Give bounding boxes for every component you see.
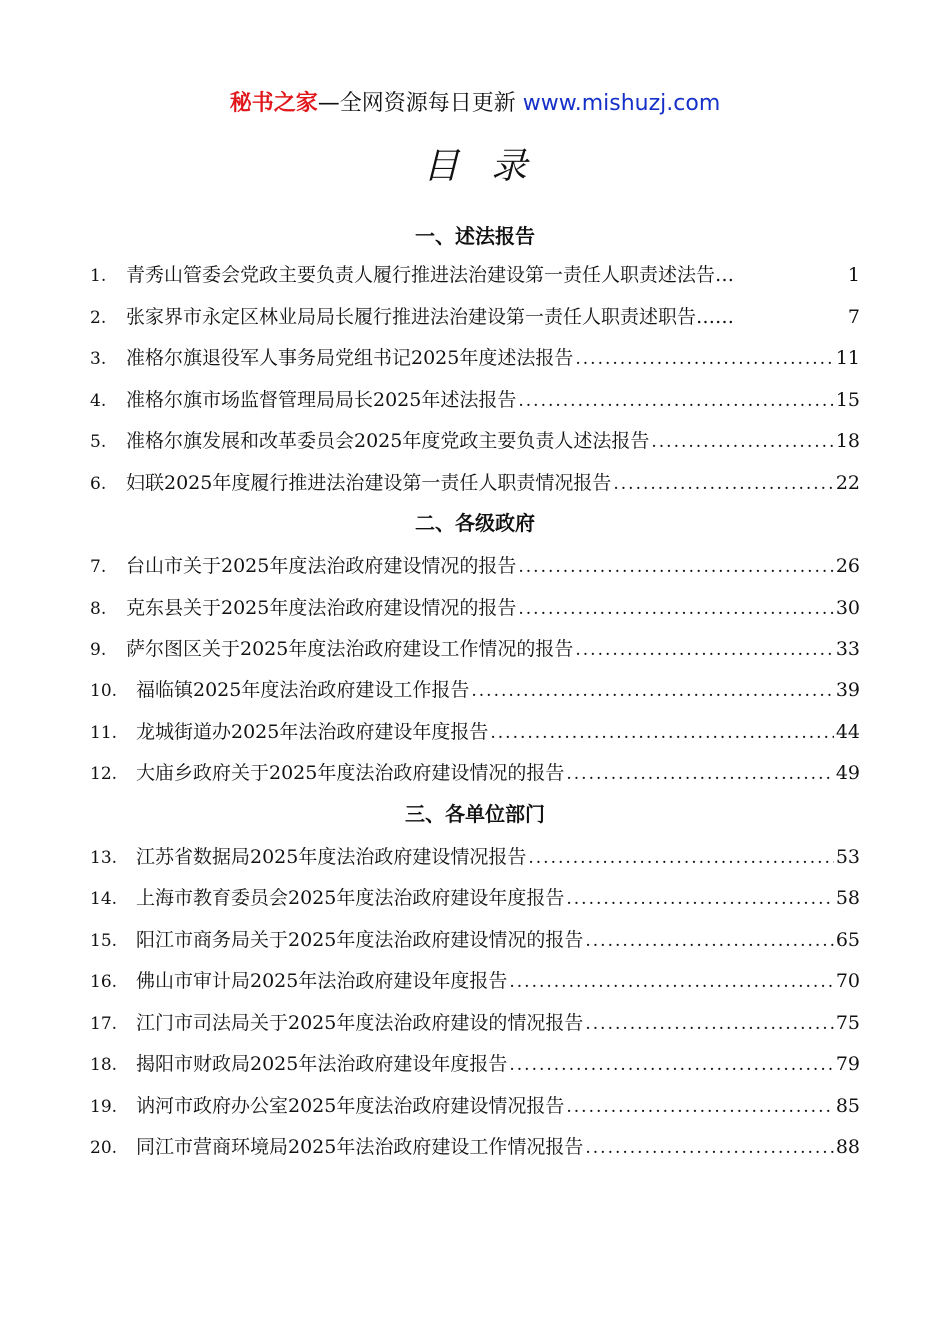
entry-number: 2. bbox=[90, 308, 107, 328]
leader-dots bbox=[566, 1092, 833, 1122]
entry-number: 15. bbox=[90, 931, 118, 951]
entry-page: 58 bbox=[835, 887, 860, 909]
entry-number: 5. bbox=[90, 432, 107, 452]
toc-entry[interactable] bbox=[90, 925, 860, 955]
toc-entry[interactable] bbox=[90, 426, 860, 456]
leader-dots bbox=[651, 427, 833, 457]
entry-title: 江苏省数据局2025年度法治政府建设情况报告 bbox=[136, 846, 527, 868]
toc-entry[interactable] bbox=[90, 842, 860, 872]
entry-page: 88 bbox=[835, 1136, 860, 1158]
entry-number: 16. bbox=[90, 972, 118, 992]
entry-page: 33 bbox=[835, 638, 860, 660]
section-heading-2: 二、各级政府 bbox=[415, 511, 535, 535]
entry-title: 大庙乡政府关于2025年度法治政府建设情况的报告 bbox=[136, 762, 565, 784]
entry-number: 17. bbox=[90, 1014, 118, 1034]
entry-page: 49 bbox=[835, 762, 860, 784]
leader-dots bbox=[471, 676, 833, 706]
entry-page: 44 bbox=[835, 721, 860, 743]
leader-dots bbox=[518, 594, 833, 624]
entry-title: 萨尔图区关于2025年度法治政府建设工作情况的报告 bbox=[126, 638, 574, 660]
entry-title: 阳江市商务局关于2025年度法治政府建设情况的报告 bbox=[136, 929, 584, 951]
toc-entry[interactable] bbox=[90, 1091, 860, 1121]
leader-dots bbox=[575, 635, 833, 665]
entry-page: 70 bbox=[835, 970, 860, 992]
entry-number: 9. bbox=[90, 640, 107, 660]
toc-entry[interactable] bbox=[90, 1132, 860, 1162]
toc-entry[interactable] bbox=[90, 1008, 860, 1038]
entry-number: 20. bbox=[90, 1138, 118, 1158]
toc-entry[interactable] bbox=[90, 302, 860, 332]
leader-dots bbox=[509, 967, 833, 997]
section-heading-1: 一、述法报告 bbox=[415, 224, 535, 248]
toc-entry[interactable] bbox=[90, 593, 860, 623]
entry-page: 39 bbox=[835, 679, 860, 701]
brand-name: 秘书之家 bbox=[229, 91, 318, 116]
entry-page: 30 bbox=[835, 597, 860, 619]
entry-number: 13. bbox=[90, 848, 118, 868]
entry-page: 15 bbox=[835, 389, 860, 411]
entry-page: 65 bbox=[835, 929, 860, 951]
entry-number: 10. bbox=[90, 681, 118, 701]
toc-entry[interactable] bbox=[90, 717, 860, 747]
leader-dots bbox=[575, 344, 833, 374]
toc-entry[interactable] bbox=[90, 966, 860, 996]
toc-entry[interactable] bbox=[90, 634, 860, 664]
entry-number: 18. bbox=[90, 1055, 118, 1075]
entry-title: 张家界市永定区林业局局长履行推进法治建设第一责任人职责述职告…… bbox=[126, 306, 735, 328]
leader-dots bbox=[613, 469, 833, 499]
entry-number: 7. bbox=[90, 557, 107, 577]
site-url-link[interactable]: www.mishuzj.com bbox=[522, 91, 721, 116]
entry-title: 准格尔旗市场监督管理局局长2025年述法报告 bbox=[126, 389, 517, 411]
leader-dots bbox=[566, 884, 833, 914]
toc-entry[interactable] bbox=[90, 343, 860, 373]
entry-page: 75 bbox=[835, 1012, 860, 1034]
toc-entry[interactable] bbox=[90, 468, 860, 498]
toc-entry[interactable] bbox=[90, 551, 860, 581]
entry-title: 准格尔旗发展和改革委员会2025年度党政主要负责人述法报告 bbox=[126, 430, 650, 452]
entry-title: 妇联2025年度履行推进法治建设第一责任人职责情况报告 bbox=[126, 472, 612, 494]
site-header bbox=[0, 88, 950, 120]
toc-entry[interactable] bbox=[90, 758, 860, 788]
entry-title: 佛山市审计局2025年法治政府建设年度报告 bbox=[136, 970, 508, 992]
leader-dots bbox=[585, 1133, 833, 1163]
entry-page: 7 bbox=[847, 306, 860, 328]
entry-title: 龙城街道办2025年法治政府建设年度报告 bbox=[136, 721, 489, 743]
entry-title: 同江市营商环境局2025年法治政府建设工作情况报告 bbox=[136, 1136, 584, 1158]
entry-number: 3. bbox=[90, 349, 107, 369]
entry-number: 12. bbox=[90, 764, 118, 784]
entry-page: 1 bbox=[847, 264, 860, 286]
entry-number: 14. bbox=[90, 889, 118, 909]
entry-title: 青秀山管委会党政主要负责人履行推进法治建设第一责任人职责述法告… bbox=[126, 264, 735, 286]
leader-dots bbox=[585, 1009, 833, 1039]
entry-title: 准格尔旗退役军人事务局党组书记2025年度述法报告 bbox=[126, 347, 574, 369]
leader-dots bbox=[566, 759, 833, 789]
entry-page: 79 bbox=[835, 1053, 860, 1075]
entry-page: 85 bbox=[835, 1095, 860, 1117]
entry-number: 19. bbox=[90, 1097, 118, 1117]
toc-entry[interactable] bbox=[90, 883, 860, 913]
entry-title: 克东县关于2025年度法治政府建设情况的报告 bbox=[126, 597, 517, 619]
tagline: —全网资源每日更新 bbox=[317, 91, 516, 116]
entry-page: 11 bbox=[835, 347, 860, 369]
entry-title: 福临镇2025年度法治政府建设工作报告 bbox=[136, 679, 470, 701]
entry-page: 18 bbox=[835, 430, 860, 452]
toc-entry[interactable] bbox=[90, 260, 860, 290]
entry-number: 1. bbox=[90, 266, 107, 286]
entry-title: 揭阳市财政局2025年法治政府建设年度报告 bbox=[136, 1053, 508, 1075]
entry-title: 台山市关于2025年度法治政府建设情况的报告 bbox=[126, 555, 517, 577]
entry-number: 8. bbox=[90, 599, 107, 619]
toc-entry[interactable] bbox=[90, 1049, 860, 1079]
leader-dots bbox=[518, 552, 833, 582]
entry-title: 讷河市政府办公室2025年度法治政府建设情况报告 bbox=[136, 1095, 565, 1117]
toc-entry[interactable] bbox=[90, 385, 860, 415]
entry-number: 11. bbox=[90, 723, 118, 743]
leader-dots bbox=[518, 386, 833, 416]
entry-title: 江门市司法局关于2025年度法治政府建设的情况报告 bbox=[136, 1012, 584, 1034]
leader-dots bbox=[509, 1050, 833, 1080]
entry-page: 53 bbox=[835, 846, 860, 868]
toc-title: 目录 bbox=[422, 146, 559, 187]
section-heading-3: 三、各单位部门 bbox=[405, 802, 545, 826]
entry-title: 上海市教育委员会2025年度法治政府建设年度报告 bbox=[136, 887, 565, 909]
entry-number: 4. bbox=[90, 391, 107, 411]
leader-dots bbox=[585, 926, 833, 956]
entry-page: 26 bbox=[835, 555, 860, 577]
entry-number: 6. bbox=[90, 474, 107, 494]
toc-entry[interactable] bbox=[90, 675, 860, 705]
entry-page: 22 bbox=[835, 472, 860, 494]
leader-dots bbox=[490, 718, 833, 748]
leader-dots bbox=[528, 843, 833, 873]
